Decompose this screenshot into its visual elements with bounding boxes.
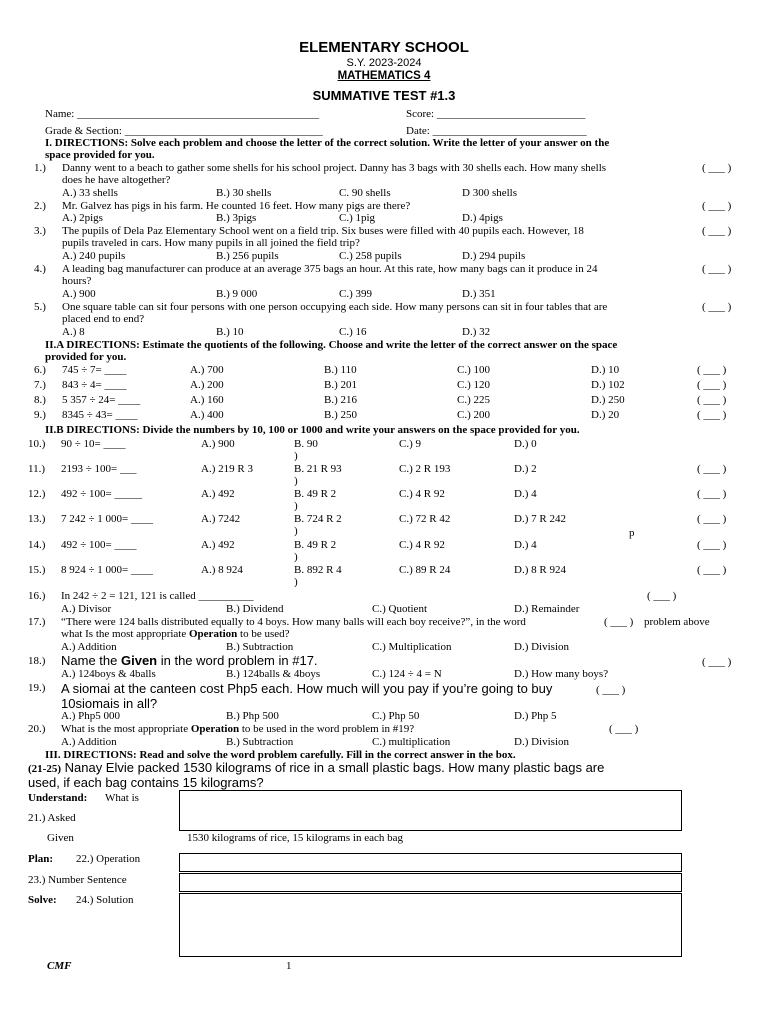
choice-a: A.) 700 [190,364,224,376]
choice-b: B. 49 R 2 [294,539,337,551]
choice-c: C.) 399 [339,288,372,300]
question-text: In 242 ÷ 2 = 121, 121 is called __________ [61,590,254,602]
question-number: 16.) [28,590,46,602]
question-text: A siomai at the canteen cost Php5 each. How much will you pay if you’re going to buy [61,681,553,696]
question-number: 9.) [34,409,46,421]
choice-c: C.) 4 R 92 [399,488,445,500]
question-text-cont: placed end to end? [62,313,145,325]
part1-directions-cont: space provided for you. [45,149,155,161]
choice-a: A.) 33 shells [62,187,118,199]
question-number: 13.) [28,513,46,525]
choice-b: B. 21 R 93 [294,463,342,475]
choice-b: B.) 10 [216,326,244,338]
answer-blank[interactable]: ( ___ ) [609,723,639,735]
choice-b: B.) 9 000 [216,288,258,300]
choice-a: A.) Addition [61,736,117,748]
choice-a: A.) 900 [201,438,235,450]
question-text: 2193 ÷ 100= ___ [61,463,137,475]
question-text: What is the most appropriate Operation to be used in the word problem in #19? [61,723,415,735]
question-text-cont: hours? [62,275,92,287]
choice-a: A.) 492 [201,488,235,500]
choice-b: B.) 110 [324,364,357,376]
given-label: Given [47,832,74,844]
choice-d: D.) 4pigs [462,212,503,224]
question-number: 5.) [34,301,46,313]
choice-c: C.) 89 R 24 [399,564,451,576]
choice-c: C.) 120 [457,379,490,391]
choice-b: B.) 216 [324,394,357,406]
given-value: 1530 kilograms of rice, 15 kilograms in each bag [187,832,403,844]
choice-b: B. 724 R 2 [294,513,342,525]
choice-c: C.) 1pig [339,212,376,224]
stray-mark: p [629,527,635,539]
part2b-directions: II.B DIRECTIONS: Divide the numbers by 10, 100 or 1000 and write your answers on the space provided for you. [45,424,580,436]
answer-blank[interactable]: ( ___ ) [702,162,732,174]
question-text: 492 ÷ 100= _____ [61,488,142,500]
question-number: 17.) [28,616,46,628]
answer-blank[interactable]: ( ___ ) [697,488,727,500]
choice-d: D.) Php 5 [514,710,557,722]
question-text: The pupils of Dela Paz Elementary School went on a field trip. Six buses were filled with 40 pupils each. However, 18 [62,225,584,237]
choice-c: C.) 124 ÷ 4 = N [372,668,442,680]
part2a-directions-cont: provided for you. [45,351,127,363]
question-text: Mr. Galvez has pigs in his farm. He counted 16 feet. How many pigs are there? [62,200,411,212]
question-text: 8345 ÷ 43= ____ [62,409,138,421]
choice-d: D.) 4 [514,488,537,500]
question-text-cont: what Is the most appropriate Operation to be used? [61,628,290,640]
question-number: 18.) [28,655,46,667]
asked-answer-box[interactable] [179,790,682,831]
answer-blank[interactable]: ( ___ ) [702,301,732,313]
choice-d: D.) 20 [591,409,620,421]
question-text: A leading bag manufacturer can produce at an average 375 bags an hour. At this rate, how many bags can it produce in 24 [62,263,598,275]
choice-d: D.) 32 [462,326,491,338]
footer-initials: CMF [47,960,72,972]
choice-a: A.) 219 R 3 [201,463,253,475]
choice-d: D.) How many boys? [514,668,609,680]
question-number: 14.) [28,539,46,551]
operation-label: 22.) Operation [76,853,141,865]
choice-a: A.) 492 [201,539,235,551]
choice-b: B. 90 [294,438,318,450]
plan-label: Plan: [28,853,54,865]
choice-b-paren: ) [294,576,298,588]
choice-b-paren: ) [294,551,298,563]
choice-d: D.) 102 [591,379,625,391]
choice-d: D.) 351 [462,288,496,300]
choice-b-paren: ) [294,450,298,462]
question-number: 2.) [34,200,46,212]
choice-d: D.) Division [514,736,569,748]
school-title: ELEMENTARY SCHOOL [299,39,469,56]
choice-c: C.) 100 [457,364,490,376]
answer-blank[interactable]: ( ___ ) [697,379,727,391]
word-problem-cont: used, if each bag contains 15 kilograms? [28,775,264,790]
question-number: 6.) [34,364,46,376]
choice-b: B. 49 R 2 [294,488,337,500]
question-text: 8 924 ÷ 1 000= ____ [61,564,153,576]
answer-blank[interactable]: ( ___ ) [697,364,727,376]
choice-d: D.) 2 [514,463,537,475]
question-number: 12.) [28,488,46,500]
answer-blank[interactable]: ( ___ ) [702,200,732,212]
operation-answer-box[interactable] [179,853,682,872]
choice-d: D.) 4 [514,539,537,551]
answer-blank[interactable]: ( ___ ) [647,590,677,602]
question-number: 8.) [34,394,46,406]
question-number: 10.) [28,438,46,450]
choice-a: A.) 900 [62,288,96,300]
answer-blank[interactable]: ( ___ ) [596,684,626,696]
test-title: SUMMATIVE TEST #1.3 [312,88,456,103]
part2a-directions: II.A DIRECTIONS: Estimate the quotients of the following. Choose and write the letter of the correct answer on the space [45,339,618,351]
question-number: 11.) [28,463,46,475]
question-number: 3.) [34,225,46,237]
choice-a: A.) 160 [190,394,224,406]
choice-b-paren: ) [294,475,298,487]
choice-d: D.) 294 pupils [462,250,526,262]
choice-c: C.) Multiplication [372,641,452,653]
choice-c: C.) Php 50 [372,710,420,722]
part3-directions: III. DIRECTIONS: Read and solve the word problem carefully. Fill in the correct answer in the box. [45,749,516,761]
what-is-label: What is [105,792,139,804]
question-text: 492 ÷ 100= ____ [61,539,137,551]
choice-b: B.) 30 shells [216,187,272,199]
question-text: Name the Given in the word problem in #17. [61,653,318,668]
choice-a: A.) 8 924 [201,564,243,576]
question-number: 7.) [34,379,46,391]
choice-b: B.) Subtraction [226,736,294,748]
choice-a: A.) 8 [62,326,85,338]
choice-d: D.) Remainder [514,603,580,615]
question-number: 15.) [28,564,46,576]
choice-b: B.) 256 pupils [216,250,279,262]
choice-b: B.) Subtraction [226,641,294,653]
solution-label: 24.) Solution [76,894,134,906]
choice-d: D.) 7 R 242 [514,513,566,525]
choice-c: C.) 72 R 42 [399,513,451,525]
question-text: 843 ÷ 4= ____ [62,379,127,391]
answer-blank[interactable]: ( ___ ) [702,656,732,668]
question-text: 5 357 ÷ 24= ____ [62,394,141,406]
answer-blank[interactable]: ( ___ ) [697,513,727,525]
choice-b: B.) 250 [324,409,357,421]
choice-c: C.) multiplication [372,736,451,748]
choice-b: B. 892 R 4 [294,564,342,576]
name-field: Name: ____________________________________________ [45,108,320,120]
question-text-cont: does he have altogether? [62,174,171,186]
question-text-cont: pupils traveled in cars. How many pupils in all joined the field trip? [62,237,360,249]
number-sentence-label: 23.) Number Sentence [28,874,127,886]
choice-d: D.) 0 [514,438,537,450]
choice-a: A.) 240 pupils [62,250,126,262]
choice-c: C.) 200 [457,409,490,421]
choice-a: A.) 2pigs [62,212,103,224]
understand-label: Understand: [28,792,88,804]
question-text: “There were 124 balls distributed equally to 4 boys. How many balls will each boy receive?”, in the word [61,616,526,628]
choice-c: C.) 9 [399,438,421,450]
solution-answer-box[interactable] [179,893,682,957]
question-text: 7 242 ÷ 1 000= ____ [61,513,153,525]
choice-a: A.) Php5 000 [61,710,120,722]
score-field: Score: ___________________________ [406,108,586,120]
choice-b: B.) Dividend [226,603,284,615]
choice-a: A.) Addition [61,641,117,653]
choice-c: C.) 4 R 92 [399,539,445,551]
choice-a: A.) 7242 [201,513,241,525]
choice-b: B.) Php 500 [226,710,279,722]
choice-c: C. 90 shells [339,187,391,199]
choice-c: C.) Quotient [372,603,427,615]
question-number: 4.) [34,263,46,275]
school-year: S.Y. 2023-2024 [346,57,422,69]
question-number: 19.) [28,682,46,694]
answer-blank[interactable]: ( ___ ) [697,409,727,421]
word-problem: (21-25) Nanay Elvie packed 1530 kilograms of rice in a small plastic bags. How many plastic bags are [28,760,605,775]
choice-b: B.) 3pigs [216,212,257,224]
choice-b: B.) 124balls & 4boys [226,668,321,680]
choice-b-paren: ) [294,525,298,537]
question-text-tail: problem above [644,616,710,628]
choice-b: B.) 201 [324,379,357,391]
page-number: 1 [286,960,292,972]
question-number: 1.) [34,162,46,174]
answer-blank[interactable]: ( ___ ) [697,539,727,551]
date-field: Date: ____________________________ [406,125,587,137]
choice-d: D.) Division [514,641,569,653]
choice-a: A.) 400 [190,409,224,421]
choice-c: C.) 258 pupils [339,250,402,262]
choice-a: A.) 200 [190,379,224,391]
question-text: One square table can sit four persons with one person occupying each side. How many persons can sit in four tables that are [62,301,608,313]
question-text: 745 ÷ 7= ____ [62,364,127,376]
answer-blank[interactable]: ( ___ ) [697,463,727,475]
question-text: 90 ÷ 10= ____ [61,438,126,450]
choice-c: C.) 16 [339,326,367,338]
asked-label: 21.) Asked [28,812,76,824]
choice-d: D 300 shells [462,187,517,199]
answer-blank[interactable]: ( ___ ) [702,225,732,237]
answer-blank[interactable]: ( ___ ) [702,263,732,275]
question-text-cont: 10siomais in all? [61,696,158,711]
choice-a: A.) 124boys & 4balls [61,668,156,680]
answer-blank[interactable]: ( ___ ) [697,394,727,406]
choice-a: A.) Divisor [61,603,112,615]
choice-d: D.) 8 R 924 [514,564,566,576]
question-text: Danny went to a beach to gather some shells for his school project. Danny has 3 bags with 30 shells each. How many shells [62,162,607,174]
choice-b-paren: ) [294,500,298,512]
choice-d: D.) 250 [591,394,625,406]
answer-blank[interactable]: ( ___ ) [604,616,634,628]
subject-title: MATHEMATICS 4 [337,70,431,82]
choice-c: C.) 2 R 193 [399,463,451,475]
solve-label: Solve: [28,894,57,906]
question-number: 20.) [28,723,46,735]
choice-d: D.) 10 [591,364,620,376]
grade-section-field: Grade & Section: ____________________________________ [45,125,323,137]
answer-blank[interactable]: ( ___ ) [697,564,727,576]
part1-directions: I. DIRECTIONS: Solve each problem and choose the letter of the correct solution. Write the letter of your answer on the [45,137,610,149]
number-sentence-answer-box[interactable] [179,873,682,892]
choice-c: C.) 225 [457,394,490,406]
